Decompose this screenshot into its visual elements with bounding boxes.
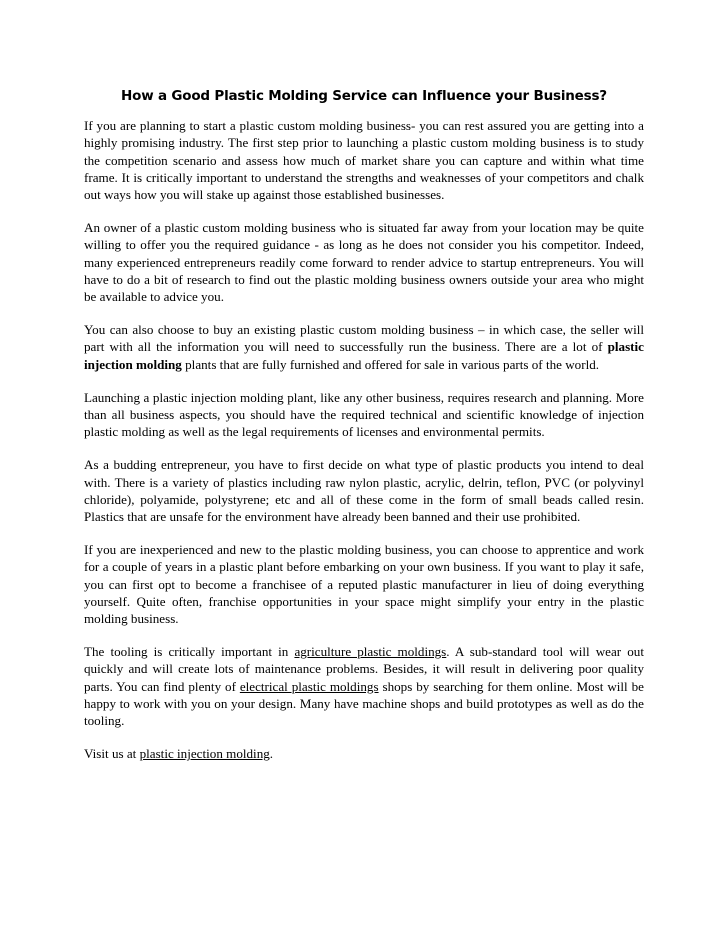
paragraph-5: As a budding entrepreneur, you have to first decide on what type of plastic products you intend to deal with. There is a variety of plastics including raw nylon plastic, acrylic, delrin, teflon, PVC (or polyvinyl chloride), polyamide, polystyrene; etc and all of these come in the form of small beads called resin. Plastics that are unsafe for the environment have already been banned and their use prohibited. — [84, 457, 644, 525]
bold-keyword: plastic injection molding — [84, 339, 644, 372]
document-title: How a Good Plastic Molding Service can Influence your Business? — [121, 88, 607, 104]
paragraph-3-text-b: plants that are fully furnished and offered for sale in various parts of the world. — [181, 356, 600, 372]
paragraph-7-text-a: The tooling is critically important in — [84, 644, 295, 660]
paragraph-3-text-a: You can also choose to buy an existing plastic custom molding business – in which case, the seller will part with all the information you will need to successfully run the business. There are a lot of — [84, 322, 644, 355]
paragraph-3 — [84, 321, 644, 373]
paragraph-4: Launching a plastic injection molding plant, like any other business, requires research and planning. More than all business aspects, you should have the required technical and scientific knowledge of injection plastic molding as well as the legal requirements of licenses and environmental permits. — [84, 389, 644, 440]
paragraph-2: An owner of a plastic custom molding business who is situated far away from your location may be quite willing to offer you the required guidance - as long as he does not consider you his competitor. Indeed, many experienced entrepreneurs readily come forward to render advice to startup entrepreneurs. You will have to do a bit of research to find out the plastic molding business owners outside your area who might be available to advice you. — [84, 220, 644, 305]
plastic-injection-molding-link[interactable]: plastic injection molding — [139, 746, 270, 762]
paragraph-8-text-b: . — [269, 746, 274, 762]
paragraph-6: If you are inexperienced and new to the plastic molding business, you can choose to apprentice and work for a couple of years in a plastic plant before embarking on your own business. If you want to play it safe, you can first opt to become a franchisee of a reputed plastic manufacturer in lieu of doing everything yourself. Quite often, franchise opportunities in your space might simplify your entry in the plastic molding business. — [84, 542, 644, 627]
paragraph-7-text-b: . A sub-standard tool will wear out quickly and will create lots of maintenance problems. Besides, it will result in delivering poor quality parts. You can find plenty of — [84, 644, 644, 694]
paragraph-7-text-c: shops by searching for them online. Most will be happy to work with you on your design. Many have machine shops and build prototypes as well as do the tooling. — [84, 678, 644, 729]
paragraph-1: If you are planning to start a plastic custom molding business- you can rest assured you are getting into a highly promising industry. The first step prior to launching a plastic custom molding business is to study the competition scenario and assess how much of market share you can capture and within what time frame. It is critically important to understand the strengths and weaknesses of your competitors and chalk out ways how you will stake up against those established businesses. — [84, 118, 644, 203]
electrical-plastic-moldings-link[interactable]: electrical plastic moldings — [239, 678, 379, 694]
paragraph-8-text-a: Visit us at — [84, 746, 140, 762]
agriculture-plastic-moldings-link[interactable]: agriculture plastic moldings — [294, 644, 447, 660]
document-page — [84, 88, 644, 779]
paragraph-7 — [84, 643, 644, 729]
paragraph-8 — [84, 745, 644, 762]
